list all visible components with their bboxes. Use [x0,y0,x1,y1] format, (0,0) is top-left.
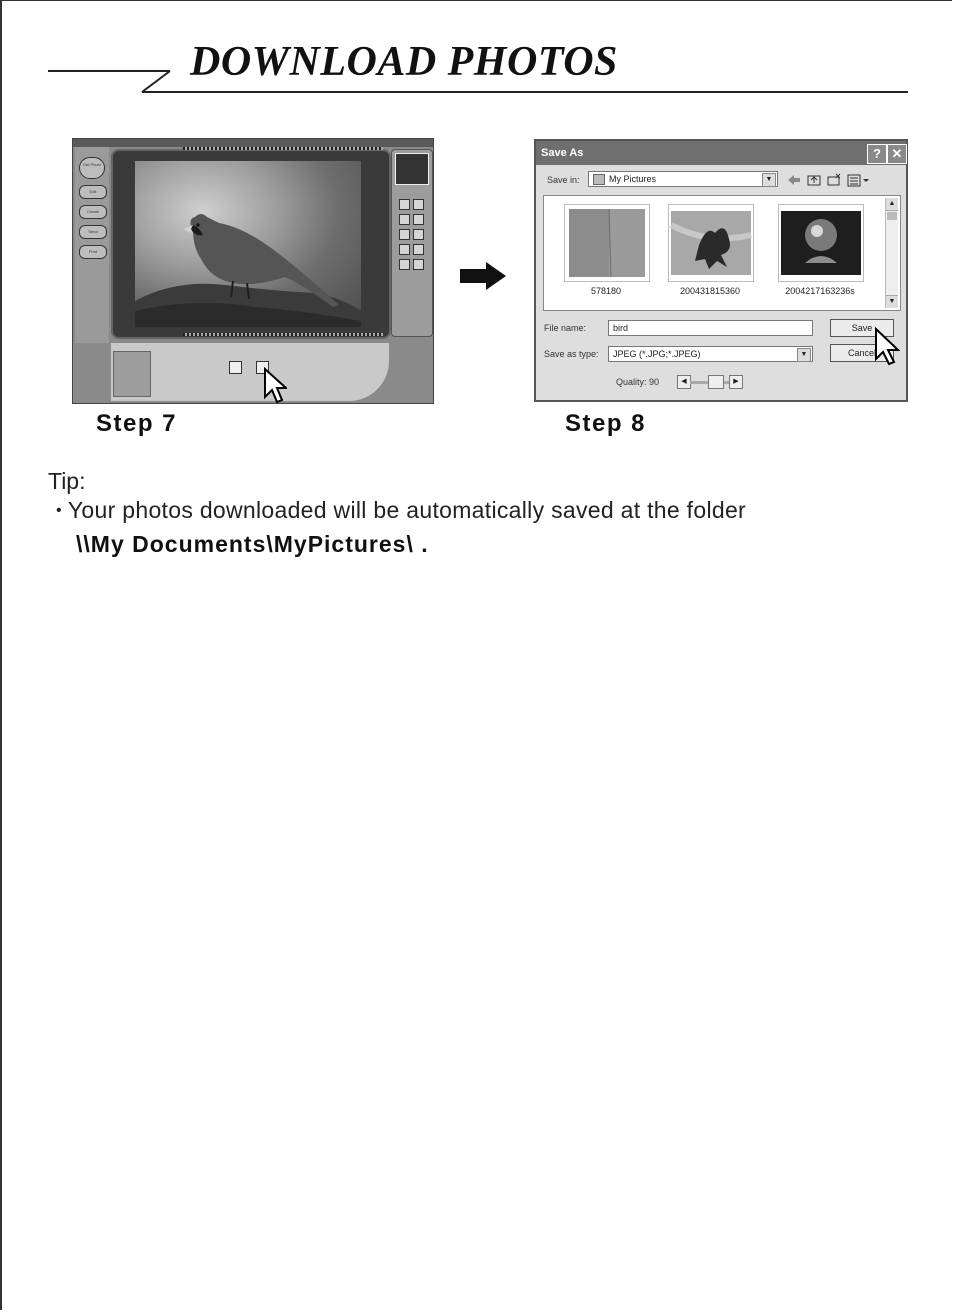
print-button[interactable]: Print [79,245,107,259]
step8-label: Step 8 [565,410,647,437]
step7-label: Step 7 [96,410,178,437]
chevron-down-icon[interactable]: ▼ [797,348,811,362]
tool-icon-1[interactable] [399,199,410,210]
save-as-type-label: Save as type: [544,349,599,359]
quality-label: Quality: 90 [616,377,660,387]
edit-button[interactable]: Edit [79,185,107,199]
save-button[interactable]: Save [830,319,894,337]
scroll-down-icon[interactable]: ▼ [886,295,898,308]
destination-list[interactable] [113,351,151,397]
disk-save-icon[interactable] [229,361,242,374]
tool-icon-9[interactable] [399,259,410,270]
app-titlebar [73,139,433,147]
dialog-title: Save As [536,141,906,165]
folder-icon [593,174,605,185]
create-button[interactable]: Create [79,205,107,219]
send-button[interactable]: Send [79,225,107,239]
tool-icon-5[interactable] [399,229,410,240]
file-list[interactable] [543,195,901,311]
file-name-label: File name: [544,323,587,333]
file-name-2: 200431815360 [679,286,741,296]
tool-icon-7[interactable] [399,244,410,255]
cancel-button[interactable]: Cancel [830,344,894,362]
file-list-scrollbar[interactable] [885,198,898,308]
save-in-value: My Pictures [609,174,657,184]
file-thumb-1[interactable] [564,204,650,282]
file-thumb-3[interactable] [778,204,864,282]
tip-sentence: Your photos downloaded will be automatically saved at the folder [67,497,747,523]
cardinal-bird-icon [135,161,361,327]
right-arrow-icon [460,262,508,290]
save-in-label: Save in: [547,175,580,185]
help-button[interactable]: ? [867,144,887,164]
toolbar-icons [786,172,872,188]
scroll-thumb[interactable] [887,212,897,220]
tip-heading: Tip: [48,468,86,494]
save-in-dropdown[interactable] [588,171,778,187]
bullet: • [56,502,62,519]
filmstrip-bottom [183,333,383,336]
file-name-3: 2004217163236s [785,286,855,296]
quality-slider-thumb[interactable] [708,375,724,389]
tip-text [56,497,746,524]
folder-path: \\My Documents\MyPictures\ . [76,531,429,557]
thumbnail[interactable] [395,153,429,185]
file-thumb-2[interactable] [668,204,754,282]
close-button[interactable]: ✕ [887,144,907,164]
bottom-panel [111,343,389,401]
cursor-arrow-icon [874,327,900,367]
step7-screenshot [72,138,434,404]
save-as-type-value: JPEG (*.JPG;*.JPEG) [613,349,701,359]
tool-icon-2[interactable] [413,199,424,210]
page-title: DOWNLOAD PHOTOS [190,39,618,85]
quality-decrease-icon[interactable]: ◀ [677,375,691,389]
tool-icon-6[interactable] [413,229,424,240]
save-as-type-dropdown[interactable] [608,346,813,362]
quality-increase-icon[interactable]: ▶ [729,375,743,389]
chevron-down-icon[interactable]: ▼ [762,173,776,187]
file-name-1: 578180 [590,286,622,296]
tool-icon-4[interactable] [413,214,424,225]
file-name-input[interactable]: bird [608,320,813,336]
get-photo-button[interactable]: Get Photo [79,157,105,179]
save-as-dialog [534,139,908,402]
filmstrip-top [183,147,383,150]
tool-icon-3[interactable] [399,214,410,225]
scroll-up-icon[interactable]: ▲ [886,198,898,211]
tool-icon-10[interactable] [413,259,424,270]
cursor-arrow-icon [263,367,287,404]
cardinal-photo [135,161,361,327]
tool-icon-8[interactable] [413,244,424,255]
